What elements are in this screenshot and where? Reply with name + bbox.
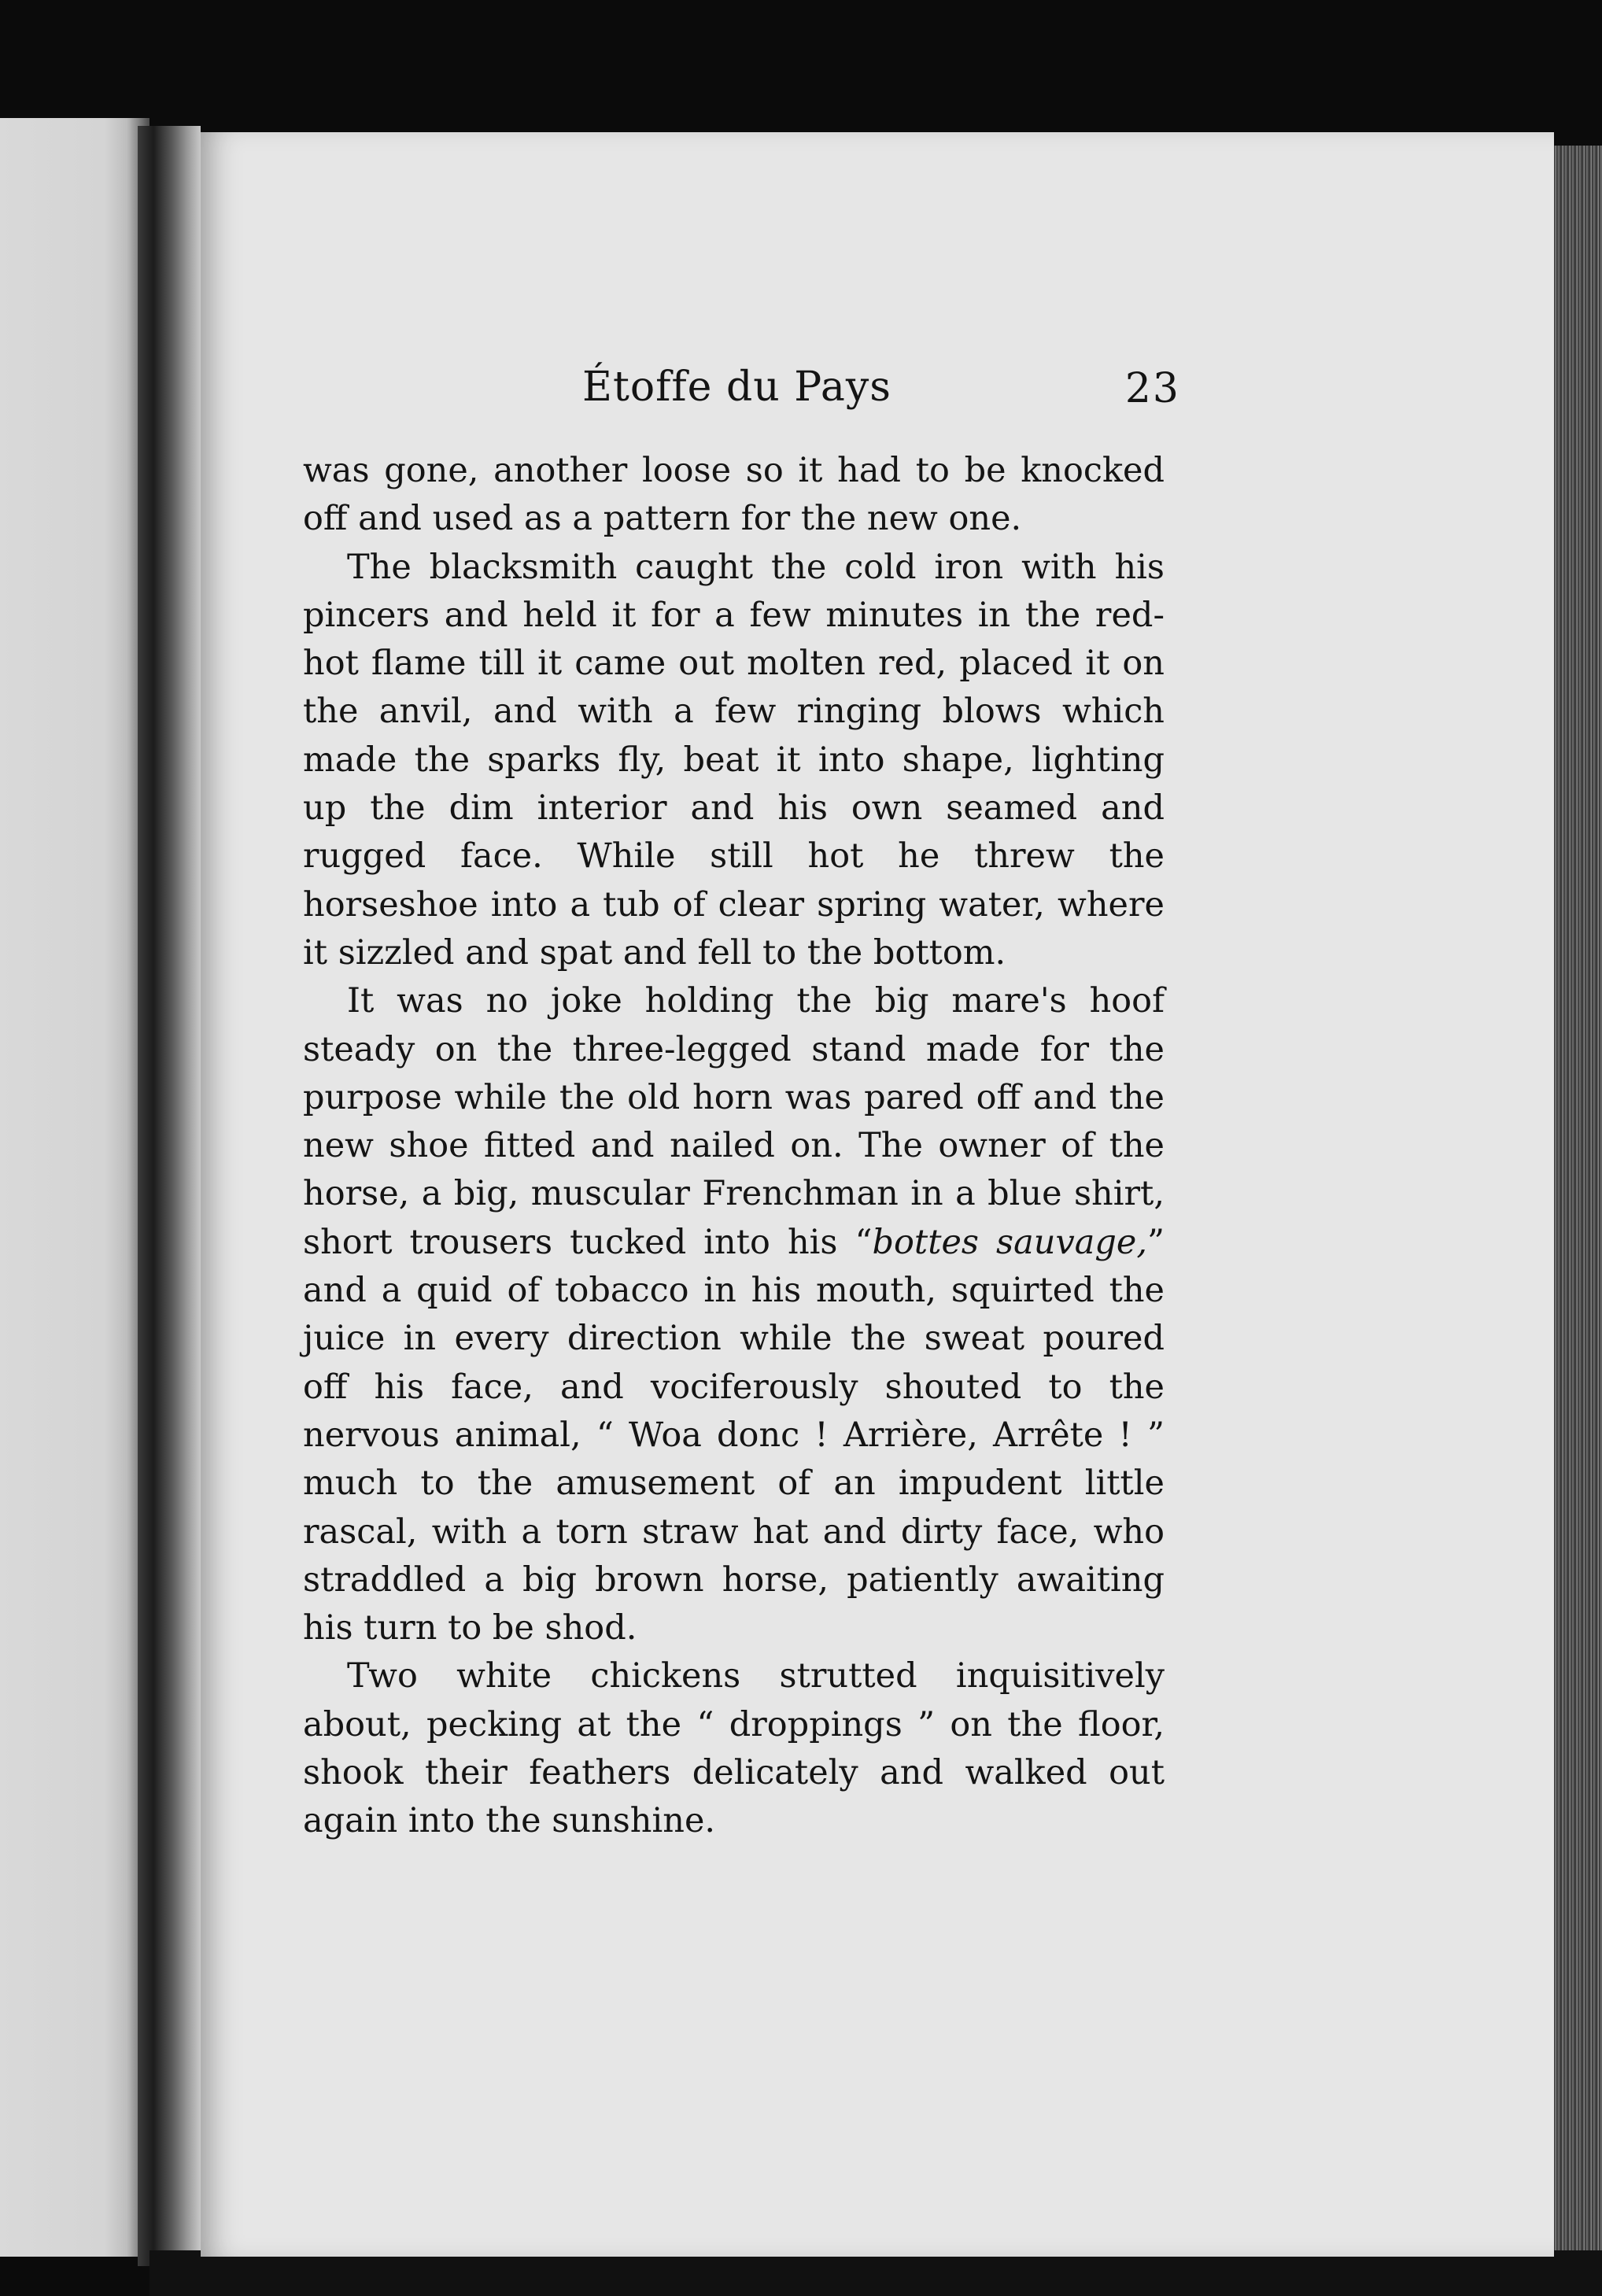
paragraph-2: The blacksmith caught the cold iron with his pincers and held it for a few minutes in the red-hot flame till it came out molten red, placed it on the anvil, and with a few ringing blows which made the sparks fly, beat it into shape, lighting up the dim interior and his own seamed and rugged face. While still hot he threw the horseshoe into a tub of clear spring water, where it sizzled and spat and fell to the bottom. xyxy=(303,547,1165,973)
running-title: Étoffe du Pays xyxy=(582,364,891,411)
body-text xyxy=(303,447,1165,1846)
page-number: 23 xyxy=(1124,365,1180,412)
paragraph-3-text-before: It was no joke holding the big mare's hoof steady on the three-legged stand made for the purpose while the old horn was pared off and the new shoe fitted and nailed on. The owner of the horse, a big, muscular Frenchman in a blue shirt, short trousers tucked into his “ xyxy=(303,981,1165,1262)
paragraph-1: was gone, another loose so it had to be knocked off and used as a pattern for the new one. xyxy=(303,451,1165,539)
facing-page-edge xyxy=(0,118,149,2257)
paragraph-4: Two white chickens strutted inquisitively about, pecking at the “ droppings ” on the floor, shook their feathers delicately and walked out again into the sunshine. xyxy=(303,1656,1165,1841)
paragraph-3 xyxy=(303,977,1165,1652)
paragraph-3-italic-phrase: bottes sauvage, xyxy=(872,1222,1148,1262)
book-binding-gutter xyxy=(138,126,201,2266)
paragraph-3-text-after: ” and a quid of tobacco in his mouth, squirted the juice in every direction while the sweat poured off his face, and vociferously shouted to the nervous animal, “ Woa donc ! Arrière, Arrête ! ” much to the amusement of an impudent little rascal, with a torn straw hat and dirty face, who straddled a big brown horse, patiently awaiting his turn to be shod. xyxy=(303,1222,1165,1648)
running-head xyxy=(582,364,1180,419)
bottom-shadow xyxy=(149,2250,1602,2296)
